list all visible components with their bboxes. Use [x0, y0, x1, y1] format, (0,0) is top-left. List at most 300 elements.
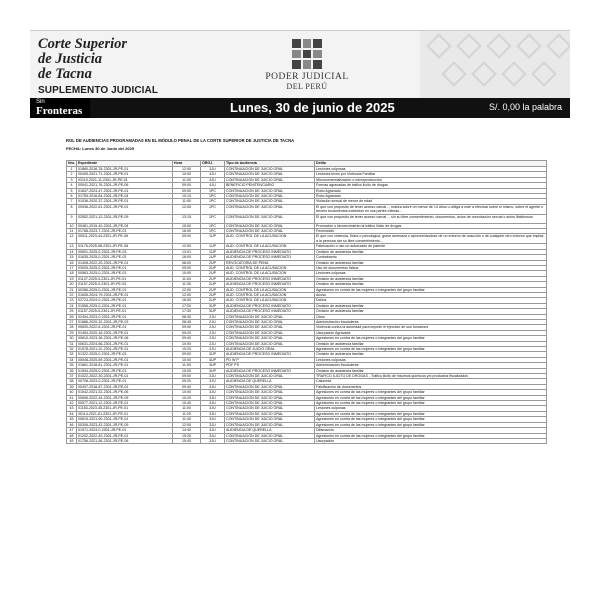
logo-line-1: PODER JUDICIAL: [265, 72, 349, 82]
offense: Lesiones culposas: [315, 357, 547, 362]
court-code: 2JU: [201, 330, 225, 335]
offense: Calumnia: [315, 379, 547, 384]
offense: Formas agravadas de tráfico ilícito de drogas: [315, 183, 547, 188]
case-number: 00577-2021-12-2301-JR-PE-01: [77, 401, 173, 406]
case-number: 01322-2025-0-2301-JR-PE-03: [77, 352, 173, 357]
offense: Usurpación Agravada: [315, 330, 547, 335]
hearing-time: 12:00: [173, 287, 201, 292]
hearing-time: 12:00: [173, 244, 201, 249]
hearing-type: CONTINUACION DE JUICIO ORAL: [225, 341, 315, 346]
case-number: 00548-2025-59-2301-JR-PE-01: [77, 357, 173, 362]
hearing-time: 09:00: [173, 325, 201, 330]
hearing-type: CONTINUACION DE JUICIO ORAL: [225, 199, 315, 204]
hearings-table: [66, 160, 547, 444]
court-code: 4JU: [201, 172, 225, 177]
hearing-type: AUDIENCIA DE PROCESO INMEDIATO: [225, 368, 315, 373]
hearing-time: 12:00: [173, 167, 201, 172]
hearing-time: 12:00: [173, 292, 201, 297]
court-code: 1UP: [201, 234, 225, 244]
case-number: 01107-2025-0-2301-JR-PE-01: [77, 276, 173, 281]
hearing-time: 10:10: [173, 194, 201, 199]
case-number: 00497-2018-87-2301-JR-PE-01: [77, 384, 173, 389]
price-per-word: S/. 0,00 la palabra: [488, 102, 562, 112]
hearing-type: CONTINUACION DE JUICIO ORAL: [225, 319, 315, 324]
court-code: 1PC: [201, 199, 225, 204]
hearing-time: 10:00: [173, 271, 201, 276]
court-code: 3JU: [201, 411, 225, 416]
logo-line-2: DEL PERÚ: [286, 82, 328, 91]
hearing-type: CONTINUACION DE JUICIO ORAL: [225, 314, 315, 319]
hearing-time: 09:00: [173, 234, 201, 244]
row-number: 24: [67, 303, 77, 308]
offense: Usurpación: [315, 438, 547, 443]
brand-logo: [30, 98, 90, 118]
offense: Agresiones en contra de las mujeres o integrantes del grupo familiar: [315, 287, 547, 292]
offense: Violación sexual de menor de edad: [315, 199, 547, 204]
row-number: 4: [67, 183, 77, 188]
court-code: 2JU: [201, 325, 225, 330]
table-row: [67, 438, 547, 443]
court-code: 3JU: [201, 395, 225, 400]
case-number: 01971-2024-0-2301-JR-PE-01: [77, 428, 173, 433]
offense: Omisión de asistencia familiar: [315, 341, 547, 346]
hearing-time: 10:00: [173, 390, 201, 395]
case-number: 01176-2025-58-2301-JR-PE-08: [77, 244, 173, 249]
offense: Contrabando: [315, 255, 547, 260]
row-number: 36: [67, 368, 77, 373]
table-body: [67, 167, 547, 444]
offense: Lesiones leves por Violencia Familiar: [315, 172, 547, 177]
offense: Omisión de asistencia familiar: [315, 260, 547, 265]
court-code: 2JU: [201, 341, 225, 346]
hearing-time: 17:00: [173, 303, 201, 308]
case-number: 03005-2025-0-2301-JR-PE-01: [77, 265, 173, 270]
case-number: 01788-2023-7-2301-JR-PE-01: [77, 229, 173, 234]
case-number: 01408-2022-20-2301-JR-PE-01: [77, 260, 173, 265]
hearing-type: CONTINUACION DE JUICIO ORAL: [225, 229, 315, 234]
date-bar: [30, 98, 570, 118]
supplement-label: SUPLEMENTO JUDICIAL: [38, 85, 159, 96]
hearing-type: AUD. CONTROL DE LA ACUSACION: [225, 292, 315, 297]
row-number: 19: [67, 276, 77, 281]
hearing-time: 11:00: [173, 177, 201, 182]
hearing-type: CONTINUACION DE JUICIO ORAL: [225, 172, 315, 177]
offense: Uso de documentos falsos: [315, 265, 547, 270]
hearing-type: AUD. CONTROL DE LA ACUSACION: [225, 287, 315, 292]
hearing-type: CONTINUACION DE JUICIO ORAL: [225, 395, 315, 400]
row-number: 8: [67, 204, 77, 214]
case-number: 01202-2022-40-2301-JR-PE-01: [77, 433, 173, 438]
issue-date: Lunes, 30 de junio de 2025: [230, 100, 395, 115]
hearing-type: AUDIENCIA DE QUERELLA: [225, 428, 315, 433]
row-number: 17: [67, 265, 77, 270]
offense: Administración fraudulenta: [315, 363, 547, 368]
court-code: 1UP: [201, 244, 225, 249]
court-code: 2UP: [201, 260, 225, 265]
case-number: 00511-2023-44-2301-JR-PE-06: [77, 234, 173, 244]
case-number: 01756-2021-56-2301-JR-PE-06: [77, 438, 173, 443]
offense: El que con propósito de tener acceso carnal ... realiza sobre un menor de 14 años u obliga a este a efectuar sobre sí mismo, sobre el agente o tercero tocamientos indebidos en sus partes íntimas...: [315, 204, 547, 214]
offense: Agresiones en contra de las mujeres o integrantes del grupo familiar: [315, 336, 547, 341]
case-number: 00708-2023-0-2301-JR-PE-01: [77, 379, 173, 384]
row-number: 15: [67, 255, 77, 260]
judiciary-logo: [252, 39, 362, 91]
offense: Otros: [315, 314, 547, 319]
court-code: 3JU: [201, 417, 225, 422]
hearing-type: CONTINUACION DE JUICIO ORAL: [225, 223, 315, 228]
court-code: 4JU: [201, 177, 225, 182]
court-code: 2JU: [201, 319, 225, 324]
hearing-time: 09:40: [173, 336, 201, 341]
hearing-time: 09:00: [173, 352, 201, 357]
case-number: 03119-2021-11-2301-JR-PE-01: [77, 177, 173, 182]
row-number: 47: [67, 428, 77, 433]
court-code: 1PC: [201, 194, 225, 199]
hearing-type: CONTINUACION DE JUICIO ORAL: [225, 411, 315, 416]
hearing-type: CONTINUACION DE JUICIO ORAL: [225, 438, 315, 443]
case-number: 01157-2025-0-2301-JR-PE-03: [77, 282, 173, 287]
hearing-time: 15:00: [173, 223, 201, 228]
document-date: FECHA: Lunes 30 de Junio del 2025: [66, 146, 135, 151]
case-number: 00563-2025-0-2301-JR-PE-01: [77, 271, 173, 276]
hearing-type: CONTINUACION DE JUICIO ORAL: [225, 204, 315, 214]
offense: Agresiones en contra de las mujeres o integrantes del grupo familiar: [315, 390, 547, 395]
hearing-type: AUD. CONTROL DE LA ACUSACION: [225, 244, 315, 249]
row-number: 44: [67, 411, 77, 416]
hearing-type: CONTINUACION DE JUICIO ORAL: [225, 406, 315, 411]
offense: Agresiones en contra de las mujeres o integrantes del grupo familiar: [315, 395, 547, 400]
row-number: 12: [67, 234, 77, 244]
offense: Robo Agravado: [315, 194, 547, 199]
hearing-time: 15:20: [173, 433, 201, 438]
hearing-time: 10:20: [173, 347, 201, 352]
offense: El que con propósito de tener acceso carnal ... sin su libre consentimiento, documentos, actos de connotación sexual o actos libidinosos: [315, 214, 547, 223]
offense: Omisión de asistencia familiar: [315, 352, 547, 357]
row-number: 23: [67, 298, 77, 303]
court-code: 3UP: [201, 357, 225, 362]
row-number: 29: [67, 330, 77, 335]
hearing-type: CONTINUACION DE JUICIO ORAL: [225, 167, 315, 172]
row-number: 34: [67, 357, 77, 362]
hearing-time: 11:00: [173, 199, 201, 204]
case-number: 01022-2022-30-2301-JR-PE-01: [77, 374, 173, 379]
row-number: 10: [67, 223, 77, 228]
hearing-time: 08:45: [173, 319, 201, 324]
row-number: 28: [67, 325, 77, 330]
hearing-time: 16:00: [173, 255, 201, 260]
court-code: 3UP: [201, 309, 225, 314]
hearing-time: 09:00: [173, 188, 201, 193]
hearing-type: CONTINUACION DE JUICIO ORAL: [225, 330, 315, 335]
offense: Lesiones culposas: [315, 406, 547, 411]
hearing-time: 13:01: [173, 249, 201, 254]
offense: Falsificación de documentos: [315, 384, 547, 389]
case-number: 01542-2021-32-2301-JR-PE-06: [77, 390, 173, 395]
hearing-type: AUD. CONTROL DE LA ACUSACION: [225, 234, 315, 244]
column-header: ÓRGJ.: [201, 161, 225, 167]
offense: Agresiones en contra de las mujeres o integrantes del grupo familiar: [315, 347, 547, 352]
row-number: 2: [67, 172, 77, 177]
offense: Omisión de asistencia familiar: [315, 249, 547, 254]
row-number: 32: [67, 347, 77, 352]
offense: Agresiones en contra de las mujeres o integrantes del grupo familiar: [315, 401, 547, 406]
case-number: 01183-2023-45-2301-JR-PE-01: [77, 406, 173, 411]
court-code: 2JU: [201, 314, 225, 319]
case-number: 02724-2024-0-2301-JR-PE-01: [77, 298, 173, 303]
hearing-type: CONTINUACION DE JUICIO ORAL: [225, 336, 315, 341]
offense: Omisión de asistencia familiar: [315, 303, 547, 308]
court-code: 3JU: [201, 401, 225, 406]
row-number: 25: [67, 309, 77, 314]
row-number: 22: [67, 292, 77, 297]
column-header: Tipo de Audiencia: [225, 161, 315, 167]
row-number: 11: [67, 229, 77, 234]
case-number: 00606-2022-44-2301-JR-PE-09: [77, 395, 173, 400]
hearing-time: 09:20: [173, 330, 201, 335]
court-code: 3JU: [201, 390, 225, 395]
case-number: 01454-2020-16-2301-JR-PE-01: [77, 330, 173, 335]
offense: El que con violencia, física o psicológica, grave amenaza o aprovechándose de un entorno de coacción o de cualquier otro entorno que impida a la persona dar su libre consentimiento...: [315, 234, 547, 244]
offense: Agresiones en contra de las mujeres o integrantes del grupo familiar: [315, 417, 547, 422]
hearing-time: 09:00: [173, 265, 201, 270]
case-number: 00461-2019-40-2301-JR-PE-04: [77, 223, 173, 228]
hearing-time: 13:15: [173, 214, 201, 223]
hearing-type: CONTINUACION DE JUICIO ORAL: [225, 384, 315, 389]
court-code: 3UP: [201, 303, 225, 308]
row-number: 6: [67, 194, 77, 199]
court-title: [38, 37, 258, 82]
row-number: 35: [67, 363, 77, 368]
table-row: [67, 204, 547, 214]
hearing-time: 11:00: [173, 363, 201, 368]
hearing-type: PDF PS: [225, 363, 315, 368]
hearing-time: 10:00: [173, 172, 201, 177]
hearing-time: 08:00: [173, 260, 201, 265]
court-code: 2UP: [201, 282, 225, 287]
hearing-type: CONTINUACION DE JUICIO ORAL: [225, 390, 315, 395]
offense: Microcomercialización o microproducción: [315, 177, 547, 182]
hearing-type: AUDIENCIA DE PROCESO INMEDIATO: [225, 255, 315, 260]
row-number: 16: [67, 260, 77, 265]
court-code: 3UP: [201, 352, 225, 357]
row-number: 31: [67, 341, 77, 346]
case-number: 01157-2025-0-2301-JR-PE-01: [77, 309, 173, 314]
column-header: Hora: [173, 161, 201, 167]
row-number: 43: [67, 406, 77, 411]
court-code: 1PC: [201, 188, 225, 193]
court-code: 2JU: [201, 347, 225, 352]
hearing-time: 09:00: [173, 183, 201, 188]
offense: TRAFICO ILICITO DE DROGAS - Tráfico ilícito de insumos químicos y/o productos fiscalizados: [315, 374, 547, 379]
court-code: 2UP: [201, 265, 225, 270]
case-number: 01880-2016-78-2301-JR-PE-01: [77, 167, 173, 172]
case-number: 01686-2020-32-2301-JR-PE-03: [77, 319, 173, 324]
offense: Agresiones en contra de las mujeres o integrantes del grupo familiar: [315, 422, 547, 427]
row-number: 48: [67, 433, 77, 438]
hearing-type: AUDIENCIA DE JUICIO ORAL: [225, 347, 315, 352]
case-number: 02494-2023-0-2301-JR-PE-01: [77, 314, 173, 319]
hearing-type: CONTINUACION DE JUICIO ORAL: [225, 325, 315, 330]
hearing-type: PD W P: [225, 357, 315, 362]
court-code: 3UP: [201, 368, 225, 373]
case-number: 01556-2025-0-2301-JR-PE-01: [77, 303, 173, 308]
row-number: 21: [67, 287, 77, 292]
hearing-time: 15:00: [173, 368, 201, 373]
hearing-time: 10:00: [173, 357, 201, 362]
hearing-time: 16:00: [173, 229, 201, 234]
page-header: [30, 30, 570, 98]
row-number: 38: [67, 379, 77, 384]
court-code: 3JU: [201, 428, 225, 433]
court-code: 3JU: [201, 406, 225, 411]
hearing-type: CONTINUACION DE JUICIO ORAL: [225, 417, 315, 422]
hearing-type: CONTINUACION DE JUICIO ORAL: [225, 188, 315, 193]
court-code: 4JU: [201, 183, 225, 188]
row-number: 41: [67, 395, 77, 400]
hearing-type: CONTINUACION DE JUICIO ORAL: [225, 177, 315, 182]
case-number: 00114-2021-61-2301-JR-PE-01: [77, 411, 173, 416]
row-number: 40: [67, 390, 77, 395]
court-code: 1PC: [201, 223, 225, 228]
hearing-time: 10:40: [173, 401, 201, 406]
offense: Lesiones culposas: [315, 167, 547, 172]
hearing-type: AUD. CONTROL DE LA ACUSACION: [225, 271, 315, 276]
court-code: 1UP: [201, 255, 225, 260]
court-code: 2UP: [201, 276, 225, 281]
brand-big: Fronteras: [36, 105, 83, 117]
case-number: 01578-2021-22-2301-JR-PE-01: [77, 347, 173, 352]
hearing-type: AUDIENCIA DE PROCESO INMEDIATO: [225, 249, 315, 254]
court-code: 1PC: [201, 204, 225, 214]
offense: Robo Agravado: [315, 188, 547, 193]
court-code: 3UP: [201, 363, 225, 368]
offense: Omisión de asistencia familiar: [315, 309, 547, 314]
offense: Promoción o favorecimiento al tráfico ilícito de drogas: [315, 223, 547, 228]
hearing-time: 09:00: [173, 374, 201, 379]
row-number: 1: [67, 167, 77, 172]
offense: Difamación: [315, 428, 547, 433]
offense: Agresiones en contra de las mujeres o integrantes del grupo familiar: [315, 411, 547, 416]
case-number: 02552-2021-12-2301-JR-PE-09: [77, 214, 173, 223]
case-number: 00936-2022-61-2301-JR-PE-01: [77, 204, 173, 214]
court-code: 2UP: [201, 298, 225, 303]
court-code: 3JU: [201, 374, 225, 379]
row-number: 42: [67, 401, 77, 406]
court-title-line: Corte Superior: [38, 36, 128, 52]
hearing-type: CONTINUACION DE JUICIO ORAL: [225, 374, 315, 379]
offense: Lesiones culposas: [315, 271, 547, 276]
hearing-time: 09:20: [173, 379, 201, 384]
offense: Feminicidio: [315, 229, 547, 234]
case-number: 00830-2022-6-2301-JR-PE-01: [77, 325, 173, 330]
hearing-type: CONTINUACION DE JUICIO ORAL: [225, 194, 315, 199]
row-number: 49: [67, 438, 77, 443]
court-code: 2JU: [201, 336, 225, 341]
court-code: 1PC: [201, 214, 225, 223]
brand-small: Sin: [36, 99, 45, 105]
hearing-time: 11:30: [173, 282, 201, 287]
case-number: 01847-2024-47-2301-JR-PE-01: [77, 188, 173, 193]
hearing-type: CONTINUACION DE JUICIO ORAL: [225, 433, 315, 438]
offense: Acoso: [315, 292, 547, 297]
hearing-time: 12:00: [173, 422, 201, 427]
court-code: 3JU: [201, 422, 225, 427]
hearing-type: AUDIENCIA DE QUERELLA: [225, 379, 315, 384]
hearing-time: 10:20: [173, 395, 201, 400]
court-code: 3JU: [201, 379, 225, 384]
case-number: 01036-2020-37-2301-JR-PE-01: [77, 199, 173, 204]
offense: Fabricación o uso no autorizado de patente: [315, 244, 547, 249]
hearing-schedule-document: [66, 138, 546, 444]
case-number: 00601-2025-0-2301-JR-PE-03: [77, 249, 173, 254]
offense: Agresiones en contra de las mujeres o integrantes del grupo familiar: [315, 433, 547, 438]
hearing-time: 12:00: [173, 204, 201, 214]
case-number: 00306-2023-43-2301-JR-PE-09: [77, 422, 173, 427]
offense: Violencia contra la autoridad para impedir el ejercicio de sus funciones: [315, 325, 547, 330]
hearing-type: AUDIENCIA DE PROCESO INMEDIATO: [225, 282, 315, 287]
case-number: 01661-2018-81-2301-JR-PE-01: [77, 363, 173, 368]
hearing-type: AUDIENCIA DE PROCESO INMEDIATO: [225, 303, 315, 308]
hearing-type: BENEFICIO PENITENCIARIO: [225, 183, 315, 188]
hearing-time: 11:40: [173, 417, 201, 422]
row-number: 37: [67, 374, 77, 379]
hearing-time: 15:40: [173, 438, 201, 443]
case-number: 00631-2024-66-2301-JR-PE-01: [77, 341, 173, 346]
offense: Omisión de asistencia familiar: [315, 282, 547, 287]
hearing-time: 09:40: [173, 384, 201, 389]
court-code: 2UP: [201, 271, 225, 276]
court-code: 1UP: [201, 249, 225, 254]
hearing-type: AUDIENCIA DE PROCESO INMEDIATO: [225, 309, 315, 314]
table-row: [67, 234, 547, 244]
court-code: 3JU: [201, 433, 225, 438]
case-number: 00615-2021-90-2301-JR-PE-01: [77, 417, 173, 422]
row-number: 7: [67, 199, 77, 204]
column-header: Nro.: [68, 161, 76, 165]
hearing-time: 11:00: [173, 406, 201, 411]
row-number: 46: [67, 422, 77, 427]
case-number: 01755-2016-84-2301-JR-PE-04: [77, 194, 173, 199]
row-number: 26: [67, 314, 77, 319]
row-number: 27: [67, 319, 77, 324]
document-title: ROL DE AUDIENCIAS PROGRAMADAS EN EL MÓDULO PENAL DE LA CORTE SUPERIOR DE JUSTICIA DE TACNA: [66, 138, 295, 143]
court-code: 3JU: [201, 438, 225, 443]
court-code: 1PC: [201, 229, 225, 234]
offense: Administración fraudulenta: [315, 319, 547, 324]
row-number: 39: [67, 384, 77, 389]
case-number: 00405-2021-71-2301-JR-PE-01: [77, 172, 173, 177]
hearing-time: 11:20: [173, 411, 201, 416]
decorative-pattern: [420, 31, 570, 99]
court-title-line: de Tacna: [38, 66, 92, 82]
court-title-line: de Justicia: [38, 51, 103, 67]
newspaper-page: [30, 30, 570, 590]
judiciary-emblem-icon: [292, 39, 322, 69]
court-code: 2UP: [201, 292, 225, 297]
hearing-type: AUD. CONTROL DE LA ACUSACION: [225, 265, 315, 270]
row-number: 3: [67, 177, 77, 182]
hearing-type: AUDIENCIA DE PROCESO INMEDIATO: [225, 276, 315, 281]
case-number: 00286-2025-0-2301-JR-PE-01: [77, 287, 173, 292]
hearing-time: 11:00: [173, 276, 201, 281]
row-number: 33: [67, 352, 77, 357]
case-number: 01594-2025-0-2301-JR-PE-01: [77, 368, 173, 373]
hearing-time: 16:00: [173, 298, 201, 303]
row-number: 14: [67, 249, 77, 254]
court-code: 3JU: [201, 384, 225, 389]
hearing-type: CONTINUACION DE JUICIO ORAL: [225, 422, 315, 427]
court-code: 2UP: [201, 287, 225, 292]
